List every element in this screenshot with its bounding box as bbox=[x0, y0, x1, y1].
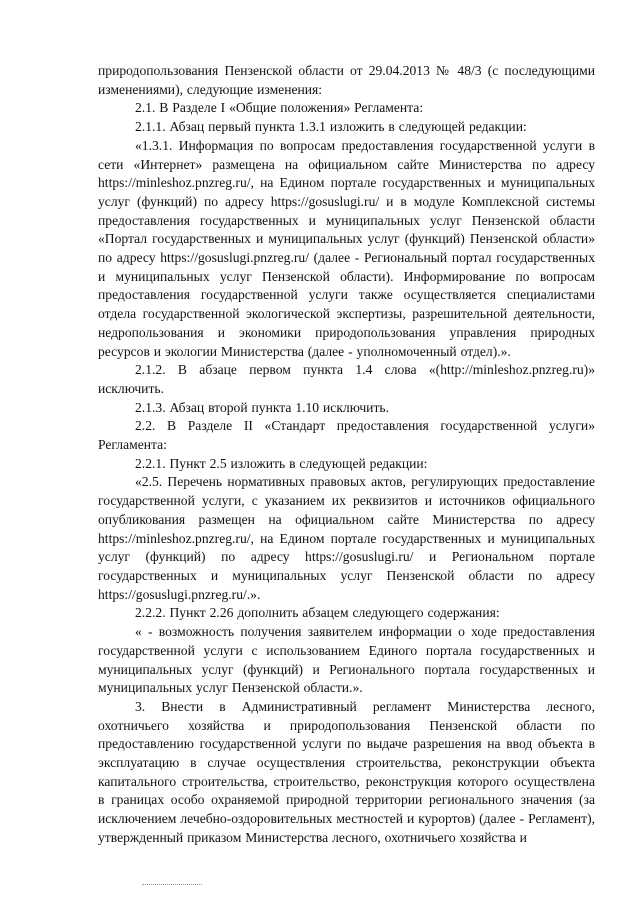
paragraph-3: 3. Внести в Административный регламент Министерства лесного, охотничьего хозяйства и природопользования Пензенской области по предоставлению государственной услуги по выдаче разрешения на ввод объекта в эксплуатацию в случае осуществления строительства, реконструкции объекта капитального строительства, строительство, реконструкция которого осуществлена в границах особо охраняемой природной территории регионального значения (за исключением лечебно-оздоровительных местностей и курортов) (далее - Регламент), утвержденный приказом Министерства лесного, охотничьего хозяйства и bbox=[98, 698, 595, 845]
paragraph-intro: природопользования Пензенской области от 29.04.2013 № 48/3 (с последующими изменениями), следующие изменения: bbox=[98, 63, 595, 97]
paragraph-2-2-2: 2.2.2. Пункт 2.26 дополнить абзацем следующего содержания: bbox=[135, 605, 500, 621]
paragraph-2-5-quote: «2.5. Перечень нормативных правовых актов, регулирующих предоставление государственной услуги, с указанием их реквизитов и источников официального опубликования размещен на официальном сайте Министерства по адресу https://minleshoz.pnzreg.ru/, на Едином портале государственных и муниципальных услуг (функций) по адресу https://gosuslugi.ru/ и Региональном портале государственных и муниципальных услуг Пензенской области по адресу https://gosuslugi.pnzreg.ru/.». bbox=[98, 474, 595, 602]
paragraph-2-1-1: 2.1.1. Абзац первый пункта 1.3.1 изложить в следующей редакции: bbox=[135, 119, 527, 135]
paragraph-2-2: 2.2. В Разделе II «Стандарт предоставления государственной услуги» Регламента: bbox=[98, 418, 595, 453]
paragraph-2-2-1: 2.2.1. Пункт 2.5 изложить в следующей редакции: bbox=[135, 455, 428, 471]
paragraph-2-1-3: 2.1.3. Абзац второй пункта 1.10 исключить. bbox=[135, 399, 389, 415]
scan-artifact-divider bbox=[142, 884, 202, 888]
paragraph-2-1: 2.1. В Разделе I «Общие положения» Регламента: bbox=[135, 100, 424, 116]
paragraph-2-26-quote: « - возможность получения заявителем информации о ходе предоставления государственной услуги с использованием Единого портала государственных и муниципальных услуг (функций) и Регионального портала государственных и муниципальных услуг Пензенской области.». bbox=[98, 624, 595, 696]
paragraph-2-1-2: 2.1.2. В абзаце первом пункта 1.4 слова «(http://minleshoz.pnzreg.ru)» исключить. bbox=[98, 362, 595, 396]
document-body bbox=[98, 62, 595, 848]
paragraph-1-3-1-quote: «1.3.1. Информация по вопросам предоставления государственной услуги в сети «Интернет» размещена на официальном сайте Министерства по адресу https://minleshoz.pnzreg.ru/, на Едином портале государственных и муниципальных услуг (функций) по адресу https://gosuslugi.ru/ и в модуле Комплексной системы предоставления государственных и муниципальных услуг Пензенской области «Портал государственных и муниципальных услуг (функций) Пензенской области» по адресу https://gosuslugi.pnzreg.ru/ (далее - Региональный портал государственных и муниципальных услуг Пензенской области). Информирование по вопросам предоставления государственной услуги также осуществляется специалистами отдела государственной экологической экспертизы, разрешительной деятельности, недропользования и экономики природопользования управления природных ресурсов и экологии Министерства (далее - уполномоченный отдел).». bbox=[98, 137, 595, 359]
